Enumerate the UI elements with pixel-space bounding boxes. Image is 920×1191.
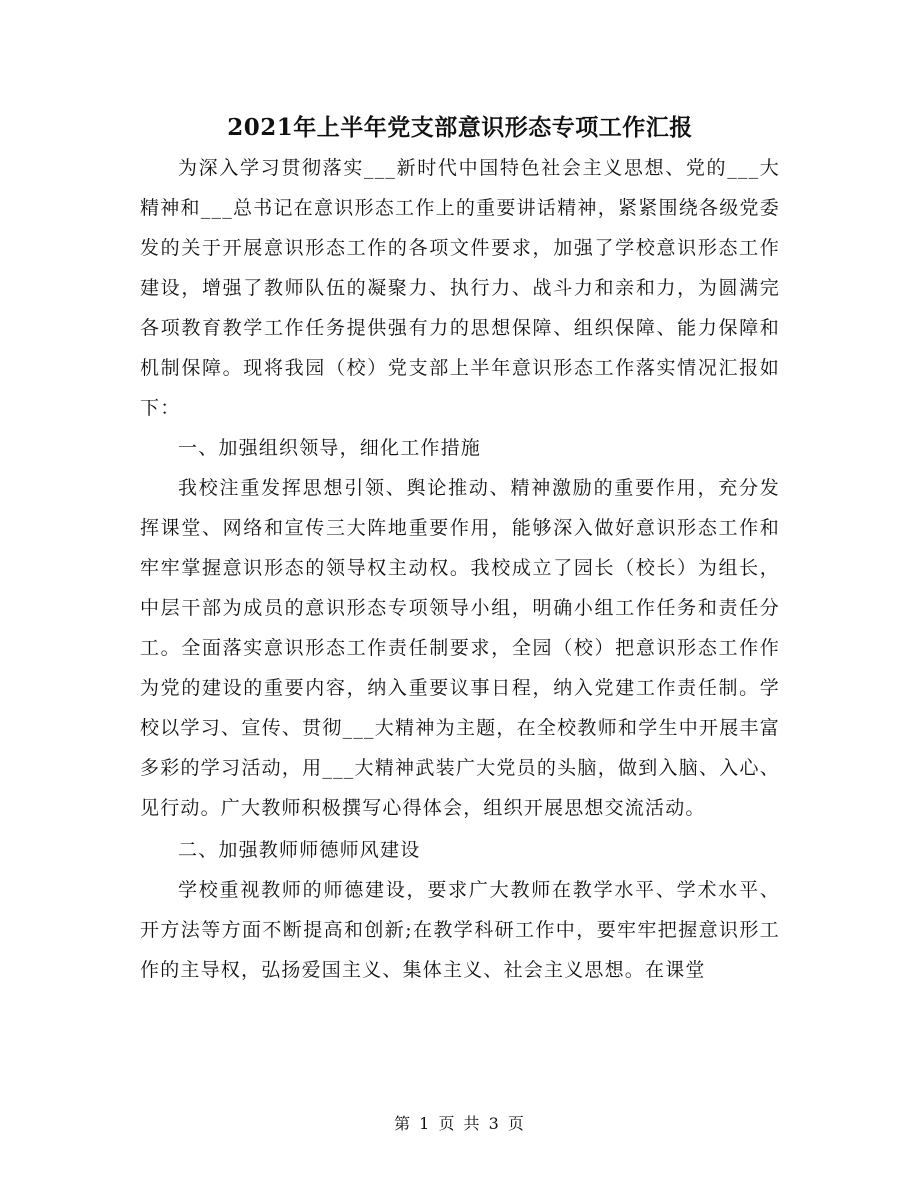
section-2-paragraph: 学校重视教师的师德建设，要求广大教师在教学水平、学术水平、开方法等方面不断提高和创新;在教学科研工作中，要牢牢把握意识形工作的主导权，弘扬爱国主义、集体主义、社会主义思想。在课堂 — [140, 879, 780, 981]
section-heading-1: 一、加强组织领导，细化工作措施 — [178, 437, 482, 459]
section-heading-2: 二、加强教师师德师风建设 — [178, 839, 421, 861]
section-1-paragraph: 我校注重发挥思想引领、舆论推动、精神激励的重要作用，充分发挥课堂、网络和宣传三大阵地重要作用，能够深入做好意识形态工作和牢牢掌握意识形态的领导权主动权。我校成立了园长（校长）为组长，中层干部为成员的意识形态专项领导小组，明确小组工作任务和责任分工。全面落实意识形态工作责任制要求，全园（校）把意识形态工作作为党的建设的重要内容，纳入重要议事日程，纳入党建工作责任制。学校以学习、宣传、贯彻___大精神为主题，在全校教师和学生中开展丰富多彩的学习活动，用___大精神武装广大党员的头脑，做到入脑、入心、见行动。广大教师积极撰写心得体会，组织开展思想交流活动。 — [140, 477, 780, 819]
document-title: 2021年上半年党支部意识形态专项工作汇报 — [227, 114, 693, 141]
intro-paragraph: 为深入学习贯彻落实___新时代中国特色社会主义思想、党的___大精神和___总书记在意识形态工作上的重要讲话精神，紧紧围绕各级党委发的关于开展意识形态工作的各项文件要求，加强了学校意识形态工作建设，增强了教师队伍的凝聚力、执行力、战斗力和亲和力，为圆满完各项教育教学工作任务提供强有力的思想保障、组织保障、能力保障和机制保障。现将我园（校）党支部上半年意识形态工作落实情况汇报如下： — [140, 157, 780, 419]
page-footer: 第 1 页 共 3 页 — [394, 1114, 526, 1133]
document-body — [140, 148, 780, 990]
